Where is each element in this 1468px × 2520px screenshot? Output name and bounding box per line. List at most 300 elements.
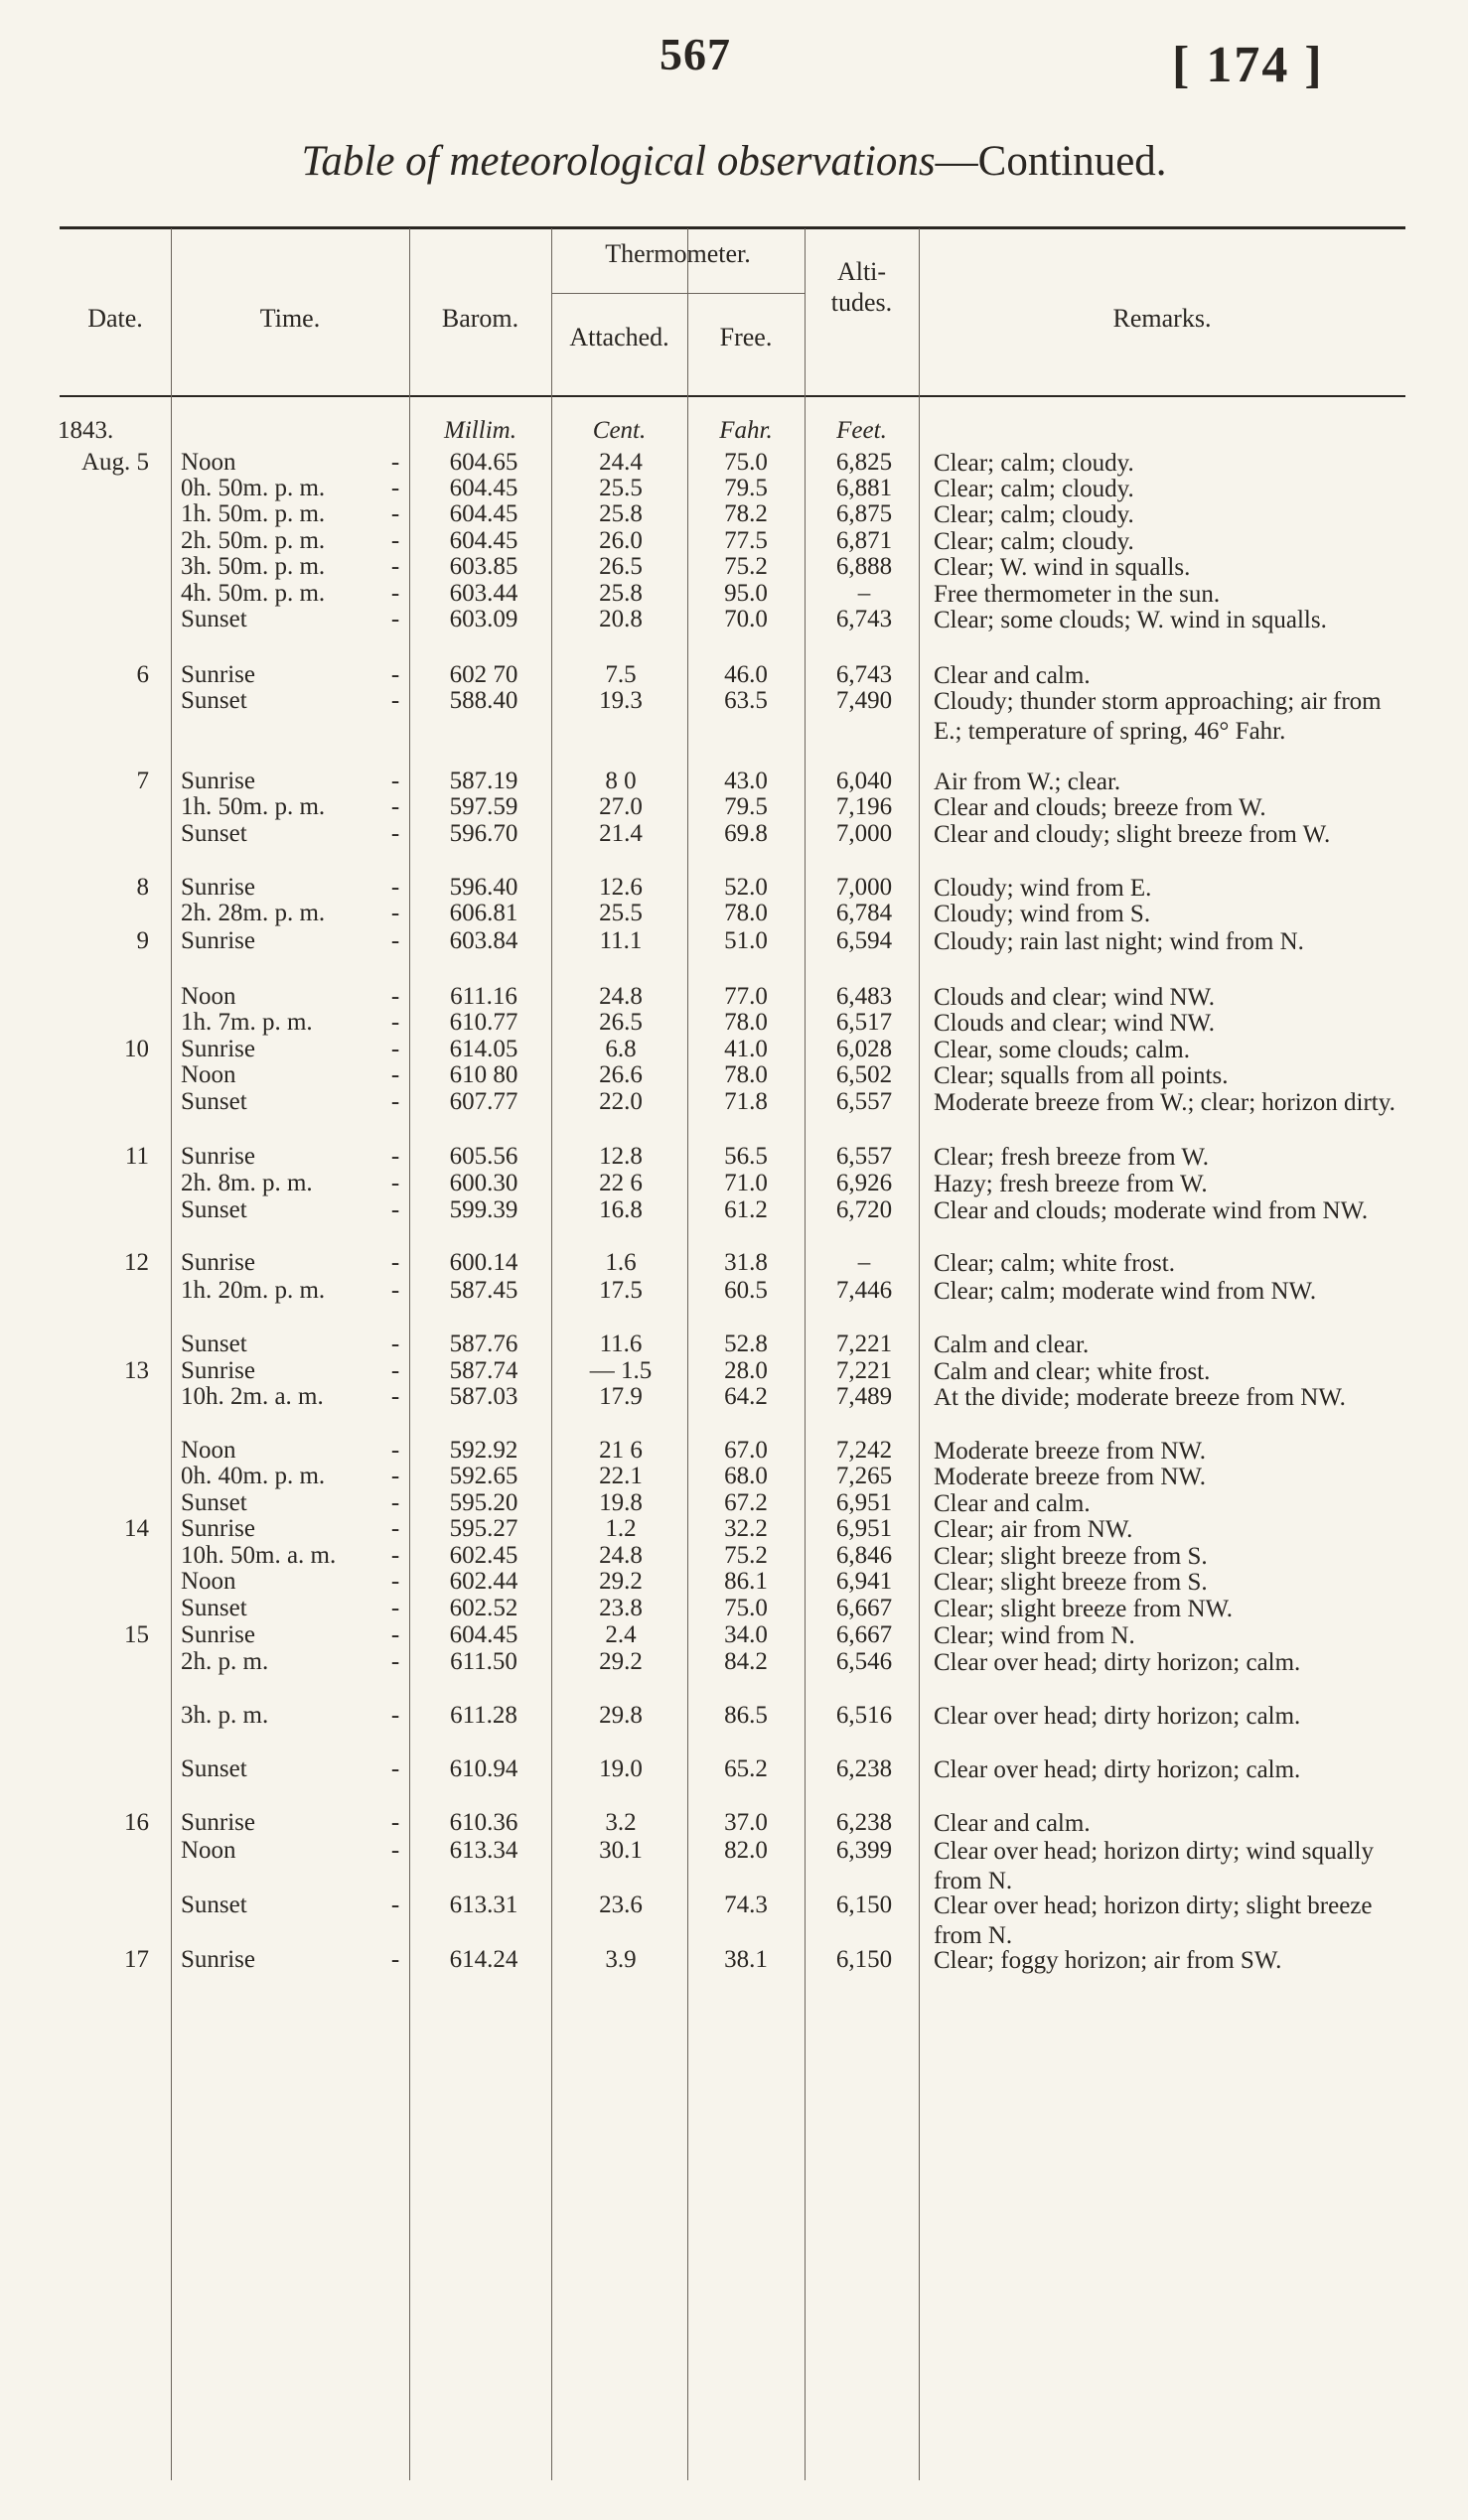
- altitude-value: 6,546: [835, 1648, 893, 1675]
- free-temp: 84.2: [724, 1648, 768, 1675]
- altitude-value: –: [857, 1249, 871, 1276]
- row-time: 3h. 50m. p. m.: [181, 553, 326, 580]
- row-time: 2h. 8m. p. m.: [181, 1170, 313, 1196]
- altitude-value: 6,667: [835, 1595, 893, 1621]
- remarks-text: Clouds and clear; wind NW.: [934, 1010, 1216, 1037]
- remarks-text: Moderate breeze from NW.: [934, 1438, 1206, 1465]
- barometer-value: 595.20: [449, 1489, 518, 1516]
- barometer-value: 611.28: [450, 1702, 517, 1729]
- free-temp: 86.1: [724, 1568, 768, 1595]
- leader-dash: -: [390, 1277, 400, 1304]
- leader-dash: -: [390, 1755, 400, 1782]
- barometer-value: 603.44: [449, 580, 518, 607]
- remarks-text: Clear; squalls from all points.: [934, 1062, 1229, 1089]
- barometer-value: 592.65: [449, 1463, 518, 1489]
- altitude-value: 6,743: [835, 606, 893, 632]
- free-temp: 46.0: [724, 661, 768, 688]
- barometer-value: 611.16: [450, 983, 517, 1010]
- free-temp: 61.2: [724, 1196, 768, 1223]
- header-time: Time.: [259, 304, 321, 333]
- free-temp: 38.1: [724, 1946, 768, 1973]
- remarks-text: Clear over head; horizon dirty; slight breeze from N.: [934, 1892, 1373, 1949]
- attached-temp: 25.8: [599, 580, 643, 607]
- row-time: Sunset: [181, 1196, 247, 1223]
- free-temp: 37.0: [724, 1809, 768, 1836]
- leader-dash: -: [390, 1809, 400, 1836]
- remarks-text: Cloudy; wind from E.: [934, 875, 1152, 902]
- free-temp: 75.2: [724, 1542, 768, 1569]
- barometer-value: 603.09: [449, 606, 518, 632]
- barometer-value: 595.27: [449, 1515, 518, 1542]
- free-temp: 82.0: [724, 1837, 768, 1864]
- altitude-value: 6,825: [835, 449, 893, 476]
- leader-dash: -: [390, 606, 400, 632]
- barometer-value: 597.59: [449, 793, 518, 820]
- free-temp: 64.2: [724, 1383, 768, 1410]
- row-time: Sunset: [181, 1088, 247, 1115]
- row-time: 1h. 50m. p. m.: [181, 500, 326, 527]
- barometer-value: 613.34: [449, 1837, 518, 1864]
- unit-attached: Cent.: [592, 417, 647, 444]
- remarks-text: Clear, some clouds; calm.: [934, 1037, 1190, 1063]
- free-temp: 41.0: [724, 1036, 768, 1062]
- remarks-text: Clear; some clouds; W. wind in squalls.: [934, 607, 1327, 633]
- leader-dash: -: [390, 1036, 400, 1062]
- row-time: 10h. 50m. a. m.: [181, 1542, 337, 1569]
- row-time: 1h. 7m. p. m.: [181, 1009, 313, 1036]
- attached-temp: 7.5: [605, 661, 637, 688]
- attached-temp: 12.8: [599, 1143, 643, 1170]
- remarks-text: Moderate breeze from NW.: [934, 1464, 1206, 1490]
- remarks-text: Clear and calm.: [934, 1490, 1091, 1517]
- leader-dash: -: [390, 553, 400, 580]
- leader-dash: -: [390, 1357, 400, 1384]
- row-time: Noon: [181, 1837, 236, 1864]
- altitude-value: 7,221: [835, 1330, 893, 1357]
- bracket-page-number: [ 174 ]: [1172, 37, 1324, 93]
- free-temp: 78.0: [724, 1061, 768, 1088]
- row-time: 3h. p. m.: [181, 1702, 269, 1729]
- table-row: [0, 1809, 1468, 1839]
- remarks-text: Hazy; fresh breeze from W.: [934, 1171, 1208, 1197]
- barometer-value: 588.40: [449, 687, 518, 714]
- thermometer-subrule: [551, 293, 805, 294]
- leader-dash: -: [390, 1946, 400, 1973]
- attached-temp: 19.8: [599, 1489, 643, 1516]
- leader-dash: -: [390, 1489, 400, 1516]
- altitude-value: 6,871: [835, 527, 893, 554]
- remarks-text: Clear over head; horizon dirty; wind squally from N.: [934, 1838, 1374, 1894]
- leader-dash: -: [390, 1702, 400, 1729]
- attached-temp: 23.8: [599, 1595, 643, 1621]
- attached-temp: 26.5: [599, 553, 643, 580]
- attached-temp: 19.0: [599, 1755, 643, 1782]
- attached-temp: 16.8: [599, 1196, 643, 1223]
- remarks-text: Clear; air from NW.: [934, 1516, 1133, 1543]
- row-time: Sunset: [181, 1330, 247, 1357]
- attached-temp: 8 0: [605, 768, 637, 794]
- altitude-value: 7,221: [835, 1357, 893, 1384]
- remarks-text: Clear; calm; cloudy.: [934, 476, 1134, 502]
- row-time: Sunset: [181, 606, 247, 632]
- altitude-value: 7,489: [835, 1383, 893, 1410]
- remarks-text: Calm and clear.: [934, 1331, 1090, 1358]
- altitude-value: 6,150: [835, 1946, 893, 1973]
- page-number: 567: [660, 29, 731, 79]
- attached-temp: 21 6: [599, 1437, 643, 1464]
- barometer-value: 592.92: [449, 1437, 518, 1464]
- leader-dash: -: [390, 1143, 400, 1170]
- table-row: [0, 1755, 1468, 1785]
- barometer-value: 604.45: [449, 475, 518, 501]
- altitude-value: 6,516: [835, 1702, 893, 1729]
- free-temp: 79.5: [724, 475, 768, 501]
- row-time: Sunrise: [181, 1946, 255, 1973]
- attached-temp: 22.1: [599, 1463, 643, 1489]
- free-temp: 79.5: [724, 793, 768, 820]
- title-continued: —Continued.: [935, 138, 1167, 185]
- table-row: [0, 1061, 1468, 1091]
- free-temp: 68.0: [724, 1463, 768, 1489]
- free-temp: 34.0: [724, 1621, 768, 1648]
- leader-dash: -: [390, 1061, 400, 1088]
- altitude-value: 6,557: [835, 1143, 893, 1170]
- header-attached: Attached.: [569, 323, 669, 351]
- row-time: Noon: [181, 449, 236, 476]
- table-row: [0, 927, 1468, 957]
- row-time: Noon: [181, 1061, 236, 1088]
- row-time: Sunrise: [181, 768, 255, 794]
- attached-temp: 3.2: [605, 1809, 637, 1836]
- attached-temp: 12.6: [599, 874, 643, 901]
- table-row: [0, 1009, 1468, 1039]
- row-time: Sunset: [181, 1891, 247, 1918]
- attached-temp: 1.6: [605, 1249, 637, 1276]
- altitude-value: 6,028: [835, 1036, 893, 1062]
- remarks-text: At the divide; moderate breeze from NW.: [934, 1384, 1346, 1411]
- leader-dash: -: [390, 1249, 400, 1276]
- barometer-value: 611.50: [450, 1648, 517, 1675]
- remarks-text: Clear over head; dirty horizon; calm.: [934, 1756, 1301, 1783]
- attached-temp: 19.3: [599, 687, 643, 714]
- barometer-value: 599.39: [449, 1196, 518, 1223]
- table-row: [0, 1196, 1468, 1226]
- leader-dash: -: [390, 449, 400, 476]
- table-row: [0, 1621, 1468, 1651]
- altitude-value: 6,784: [835, 900, 893, 926]
- free-temp: 71.0: [724, 1170, 768, 1196]
- free-temp: 67.2: [724, 1489, 768, 1516]
- attached-temp: 20.8: [599, 606, 643, 632]
- remarks-text: Clear over head; dirty horizon; calm.: [934, 1649, 1301, 1676]
- row-date: 7: [136, 768, 149, 794]
- attached-temp: 29.2: [599, 1648, 643, 1675]
- row-date: 16: [124, 1809, 149, 1836]
- barometer-value: 602.52: [449, 1595, 518, 1621]
- leader-dash: -: [390, 1463, 400, 1489]
- row-time: Sunrise: [181, 1515, 255, 1542]
- table-row: [0, 900, 1468, 929]
- row-time: Noon: [181, 983, 236, 1010]
- altitude-value: 6,399: [835, 1837, 893, 1864]
- free-temp: 70.0: [724, 606, 768, 632]
- altitude-value: 7,490: [835, 687, 893, 714]
- leader-dash: -: [390, 768, 400, 794]
- table-row: [0, 1088, 1468, 1118]
- row-time: 0h. 50m. p. m.: [181, 475, 326, 501]
- remarks-text: Free thermometer in the sun.: [934, 581, 1221, 608]
- remarks-text: Clear; calm; cloudy.: [934, 501, 1134, 528]
- leader-dash: -: [390, 1648, 400, 1675]
- table-title: [0, 137, 1468, 186]
- table-row: [0, 1648, 1468, 1678]
- row-time: 1h. 50m. p. m.: [181, 793, 326, 820]
- altitude-value: 6,941: [835, 1568, 893, 1595]
- altitude-value: 6,846: [835, 1542, 893, 1569]
- barometer-value: 602 70: [449, 661, 518, 688]
- row-time: Sunset: [181, 687, 247, 714]
- row-time: 10h. 2m. a. m.: [181, 1383, 324, 1410]
- attached-temp: 27.0: [599, 793, 643, 820]
- altitude-value: 6,238: [835, 1809, 893, 1836]
- top-rule: [60, 226, 1405, 229]
- attached-temp: 29.2: [599, 1568, 643, 1595]
- table-row: [0, 1837, 1468, 1894]
- row-date: 11: [124, 1143, 149, 1170]
- attached-temp: 22 6: [599, 1170, 643, 1196]
- altitude-value: 6,951: [835, 1489, 893, 1516]
- table-row: [0, 1277, 1468, 1307]
- row-time: Sunrise: [181, 1143, 255, 1170]
- header-thermometer: Thermometer.: [605, 239, 751, 268]
- leader-dash: -: [390, 927, 400, 954]
- barometer-value: 610.94: [449, 1755, 518, 1782]
- table-row: [0, 1170, 1468, 1199]
- barometer-value: 604.45: [449, 527, 518, 554]
- row-date: 6: [136, 661, 149, 688]
- leader-dash: -: [390, 1621, 400, 1648]
- row-time: Sunrise: [181, 1036, 255, 1062]
- barometer-value: 610 80: [449, 1061, 518, 1088]
- row-time: 2h. p. m.: [181, 1648, 269, 1675]
- attached-temp: 24.8: [599, 1542, 643, 1569]
- row-time: Sunrise: [181, 874, 255, 901]
- barometer-value: 600.14: [449, 1249, 518, 1276]
- unit-barom: Millim.: [444, 417, 516, 444]
- free-temp: 78.0: [724, 1009, 768, 1036]
- table-row: [0, 1143, 1468, 1173]
- attached-temp: 29.8: [599, 1702, 643, 1729]
- barometer-value: 587.76: [449, 1330, 518, 1357]
- altitude-value: 7,242: [835, 1437, 893, 1464]
- free-temp: 63.5: [724, 687, 768, 714]
- leader-dash: -: [390, 580, 400, 607]
- free-temp: 31.8: [724, 1249, 768, 1276]
- barometer-value: 602.44: [449, 1568, 518, 1595]
- free-temp: 43.0: [724, 768, 768, 794]
- barometer-value: 610.77: [449, 1009, 518, 1036]
- free-temp: 78.2: [724, 500, 768, 527]
- free-temp: 56.5: [724, 1143, 768, 1170]
- row-date: 14: [124, 1515, 149, 1542]
- attached-temp: 17.5: [599, 1277, 643, 1304]
- remarks-text: Cloudy; wind from S.: [934, 901, 1151, 927]
- barometer-value: 603.85: [449, 553, 518, 580]
- row-date: 15: [124, 1621, 149, 1648]
- header-date: Date.: [87, 304, 143, 333]
- row-time: Sunset: [181, 1489, 247, 1516]
- row-time: 4h. 50m. p. m.: [181, 580, 326, 607]
- remarks-text: Clear over head; dirty horizon; calm.: [934, 1703, 1301, 1730]
- altitude-value: 6,150: [835, 1891, 893, 1918]
- free-temp: 75.2: [724, 553, 768, 580]
- table-row: [0, 553, 1468, 583]
- remarks-text: Clear and clouds; breeze from W.: [934, 794, 1266, 821]
- row-date: 8: [136, 874, 149, 901]
- remarks-text: Clear; W. wind in squalls.: [934, 554, 1191, 581]
- free-temp: 52.0: [724, 874, 768, 901]
- leader-dash: -: [390, 793, 400, 820]
- attached-temp: 25.5: [599, 475, 643, 501]
- header-barom: Barom.: [441, 304, 519, 333]
- table-row: [0, 606, 1468, 635]
- table-row: [0, 1249, 1468, 1279]
- table-row: [0, 1330, 1468, 1360]
- leader-dash: -: [390, 1383, 400, 1410]
- free-temp: 77.0: [724, 983, 768, 1010]
- barometer-value: 613.31: [449, 1891, 518, 1918]
- row-date: 17: [124, 1946, 149, 1973]
- leader-dash: -: [390, 1568, 400, 1595]
- remarks-text: Air from W.; clear.: [934, 769, 1121, 795]
- leader-dash: -: [390, 500, 400, 527]
- table-row: [0, 1891, 1468, 1949]
- remarks-text: Clouds and clear; wind NW.: [934, 984, 1216, 1011]
- attached-temp: 24.4: [599, 449, 643, 476]
- barometer-value: 610.36: [449, 1809, 518, 1836]
- row-time: Noon: [181, 1437, 236, 1464]
- row-date: 9: [136, 927, 149, 954]
- free-temp: 77.5: [724, 527, 768, 554]
- attached-temp: 17.9: [599, 1383, 643, 1410]
- altitude-value: 6,238: [835, 1755, 893, 1782]
- free-temp: 95.0: [724, 580, 768, 607]
- attached-temp: 24.8: [599, 983, 643, 1010]
- altitude-value: 6,720: [835, 1196, 893, 1223]
- attached-temp: 22.0: [599, 1088, 643, 1115]
- table-row: [0, 1515, 1468, 1545]
- altitude-value: 6,743: [835, 661, 893, 688]
- free-temp: 32.2: [724, 1515, 768, 1542]
- leader-dash: -: [390, 874, 400, 901]
- barometer-value: 604.45: [449, 1621, 518, 1648]
- free-temp: 65.2: [724, 1755, 768, 1782]
- free-temp: 71.8: [724, 1088, 768, 1115]
- barometer-value: 606.81: [449, 900, 518, 926]
- barometer-value: 605.56: [449, 1143, 518, 1170]
- remarks-text: Clear and calm.: [934, 662, 1091, 689]
- attached-temp: 26.6: [599, 1061, 643, 1088]
- table-row: [0, 1702, 1468, 1732]
- leader-dash: -: [390, 1515, 400, 1542]
- row-time: Sunrise: [181, 1809, 255, 1836]
- altitude-value: 6,483: [835, 983, 893, 1010]
- remarks-text: Calm and clear; white frost.: [934, 1358, 1211, 1385]
- title-italic: Table of meteorological observations: [301, 138, 936, 185]
- altitude-value: 7,446: [835, 1277, 893, 1304]
- remarks-text: Clear and calm.: [934, 1810, 1091, 1837]
- free-temp: 52.8: [724, 1330, 768, 1357]
- barometer-value: 587.74: [449, 1357, 518, 1384]
- barometer-value: 603.84: [449, 927, 518, 954]
- table-row: [0, 1568, 1468, 1598]
- table-row: [0, 1383, 1468, 1413]
- altitude-value: 7,265: [835, 1463, 893, 1489]
- attached-temp: — 1.5: [589, 1357, 653, 1384]
- barometer-value: 596.40: [449, 874, 518, 901]
- free-temp: 69.8: [724, 820, 768, 847]
- leader-dash: -: [390, 1595, 400, 1621]
- remarks-text: Clear; calm; cloudy.: [934, 450, 1134, 477]
- row-time: 2h. 28m. p. m.: [181, 900, 326, 926]
- leader-dash: -: [390, 1088, 400, 1115]
- year-label: 1843.: [58, 417, 114, 444]
- row-time: Sunset: [181, 820, 247, 847]
- remarks-text: Moderate breeze from W.; clear; horizon dirty.: [934, 1089, 1395, 1116]
- barometer-value: 600.30: [449, 1170, 518, 1196]
- altitude-value: 6,881: [835, 475, 893, 501]
- altitude-value: 7,000: [835, 874, 893, 901]
- remarks-text: Clear and clouds; moderate wind from NW.: [934, 1197, 1369, 1224]
- remarks-text: Cloudy; thunder storm approaching; air from E.; temperature of spring, 46° Fahr.: [934, 688, 1382, 745]
- leader-dash: -: [390, 820, 400, 847]
- attached-temp: 11.6: [599, 1330, 643, 1357]
- attached-temp: 11.1: [599, 927, 643, 954]
- leader-dash: -: [390, 1542, 400, 1569]
- altitude-value: –: [857, 580, 871, 607]
- remarks-text: Clear; wind from N.: [934, 1622, 1135, 1649]
- leader-dash: -: [390, 1196, 400, 1223]
- attached-temp: 26.5: [599, 1009, 643, 1036]
- table-row: [0, 687, 1468, 745]
- row-time: 1h. 20m. p. m.: [181, 1277, 326, 1304]
- free-temp: 51.0: [724, 927, 768, 954]
- remarks-text: Clear; foggy horizon; air from SW.: [934, 1947, 1282, 1974]
- altitude-value: 7,000: [835, 820, 893, 847]
- attached-temp: 3.9: [605, 1946, 637, 1973]
- table-row: [0, 1463, 1468, 1492]
- table-row: [0, 1595, 1468, 1624]
- altitude-value: 6,667: [835, 1621, 893, 1648]
- barometer-value: 604.45: [449, 500, 518, 527]
- altitude-value: 7,196: [835, 793, 893, 820]
- remarks-text: Clear; fresh breeze from W.: [934, 1144, 1209, 1171]
- row-date: 12: [124, 1249, 149, 1276]
- remarks-text: Clear; slight breeze from NW.: [934, 1596, 1234, 1622]
- row-time: Sunrise: [181, 927, 255, 954]
- altitude-value: 6,875: [835, 500, 893, 527]
- leader-dash: -: [390, 687, 400, 714]
- altitude-value: 6,951: [835, 1515, 893, 1542]
- barometer-value: 607.77: [449, 1088, 518, 1115]
- table-row: [0, 793, 1468, 823]
- barometer-value: 614.24: [449, 1946, 518, 1973]
- barometer-value: 587.03: [449, 1383, 518, 1410]
- leader-dash: -: [390, 983, 400, 1010]
- altitude-value: 6,502: [835, 1061, 893, 1088]
- header-rule: [60, 395, 1405, 397]
- row-time: 0h. 40m. p. m.: [181, 1463, 326, 1489]
